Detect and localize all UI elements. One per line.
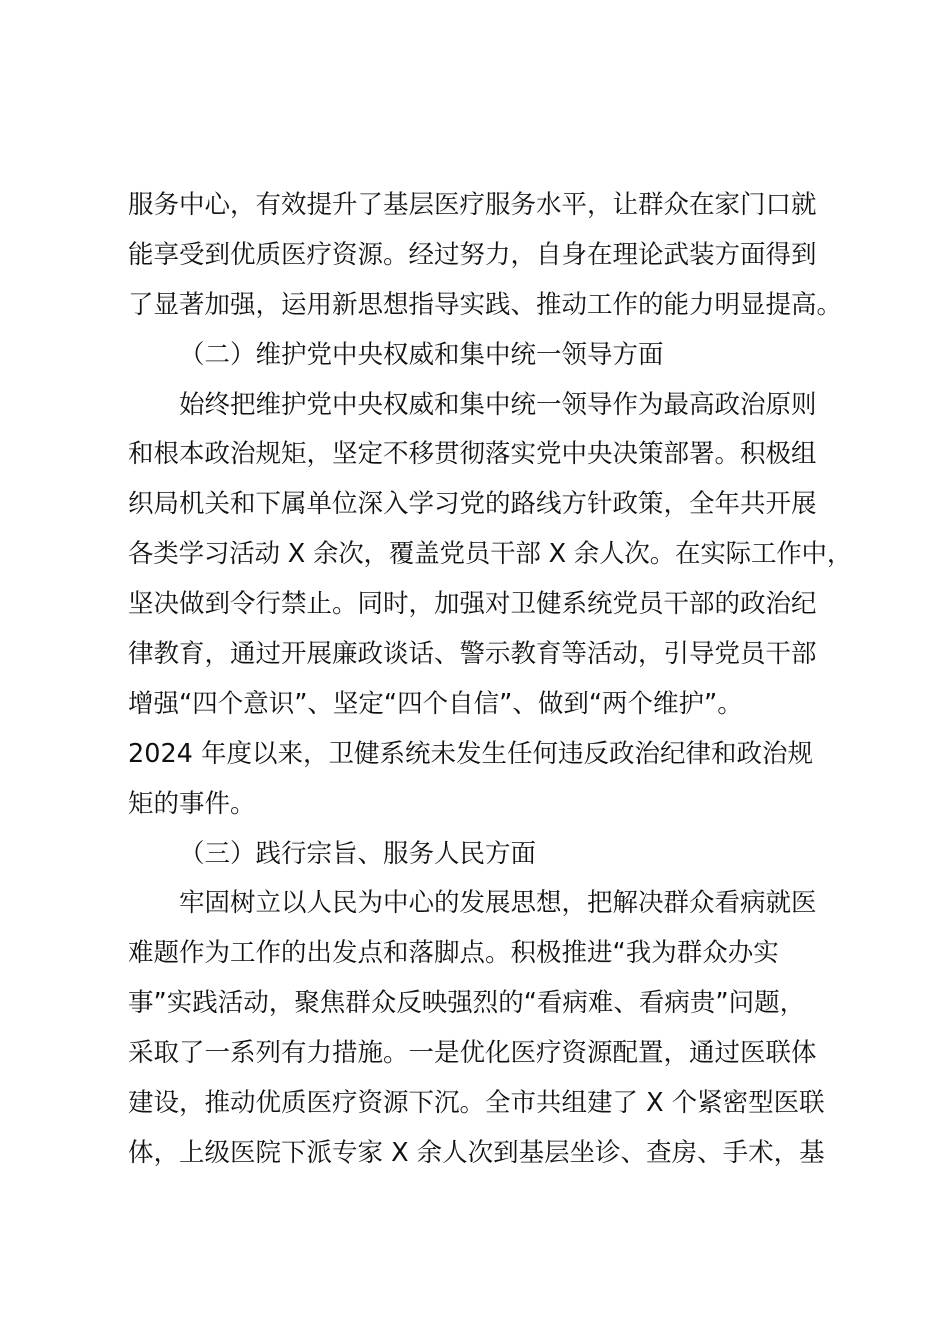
text-line: 律教育，通过开展廉政谈话、警示教育等活动，引导党员干部 [128, 639, 817, 670]
text-line: 和根本政治规矩，坚定不移贯彻落实党中央决策部署。积极组 [128, 439, 817, 470]
text-line: 了显著加强，运用新思想指导实践、推动工作的能力明显提高。 [128, 289, 843, 320]
text-line: 难题作为工作的出发点和落脚点。积极推进“我为群众办实 [128, 938, 779, 969]
text-line: 建设，推动优质医疗资源下沉。全市共组建了 X 个紧密型医联 [128, 1088, 825, 1119]
text-line: 坚决做到令行禁止。同时，加强对卫健系统党员干部的政治纪 [128, 589, 817, 620]
text-line: 织局机关和下属单位深入学习党的路线方针政策，全年共开展 [128, 489, 817, 520]
section-heading-3: （三）践行宗旨、服务人民方面 [179, 838, 537, 869]
text-line: 服务中心，有效提升了基层医疗服务水平，让群众在家门口就 [128, 190, 817, 220]
text-line: 增强“四个意识”、坚定“四个自信”、做到“两个维护”。 [128, 688, 743, 719]
text-line: 矩的事件。 [128, 788, 256, 819]
text-line: 2024 年度以来，卫健系统未发生任何违反政治纪律和政治规 [128, 738, 814, 769]
text-line: 体，上级医院下派专家 X 余人次到基层坐诊、查房、手术，基 [128, 1137, 825, 1168]
paragraph-start: 牢固树立以人民为中心的发展思想，把解决群众看病就医 [179, 888, 817, 919]
text-line: 能享受到优质医疗资源。经过努力，自身在理论武装方面得到 [128, 239, 817, 270]
text-line: 事”实践活动，聚焦群众反映强烈的“看病难、看病贵”问题， [128, 988, 806, 1019]
text-line: 采取了一系列有力措施。一是优化医疗资源配置，通过医联体 [128, 1038, 817, 1069]
text-line: 各类学习活动 X 余次，覆盖党员干部 X 余人次。在实际工作中， [128, 539, 853, 570]
body-text [128, 181, 852, 1179]
paragraph-start: 始终把维护党中央权威和集中统一领导作为最高政治原则 [179, 389, 817, 420]
section-heading-2: （二）维护党中央权威和集中统一领导方面 [179, 339, 664, 370]
